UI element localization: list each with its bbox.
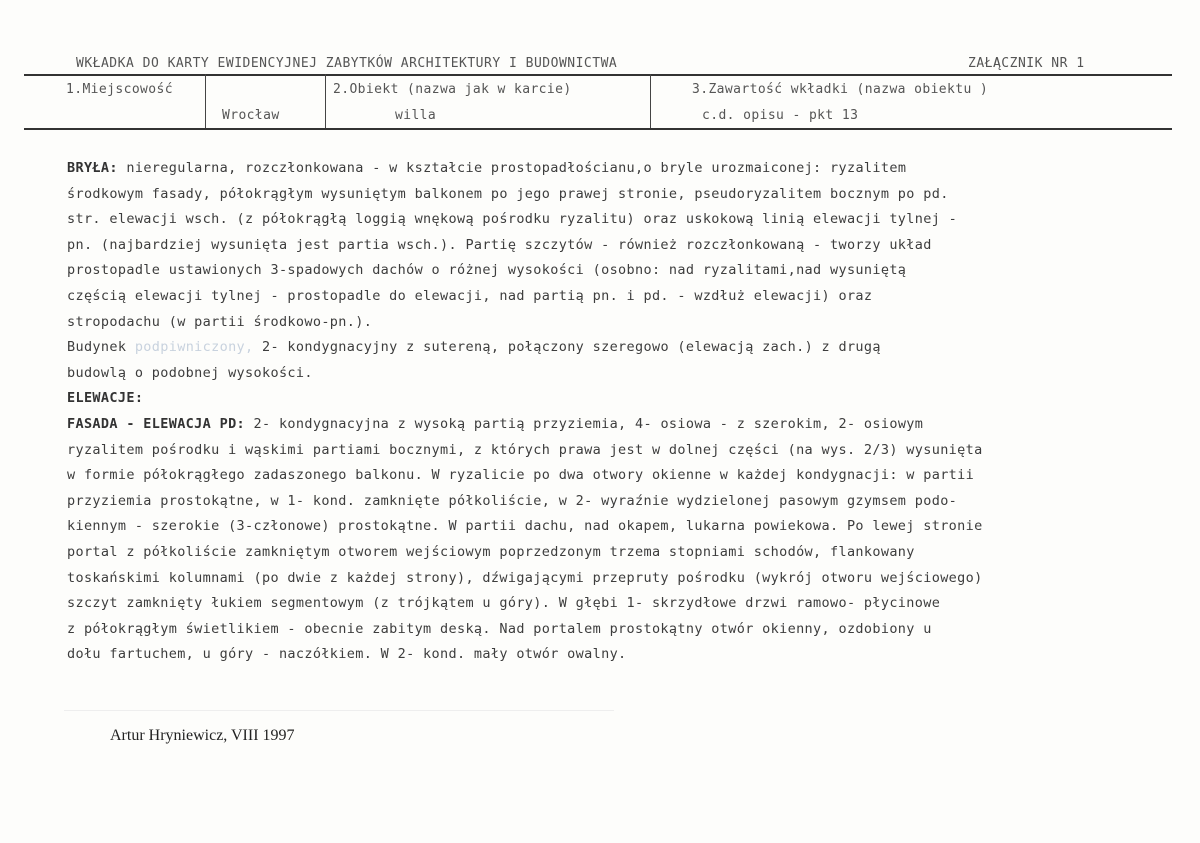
- header-rule-top: [24, 74, 1172, 76]
- text-line: w formie półokrągłego zadaszonego balkonu. W ryzalicie po dwa otwory okienne w każdej kondygnacji: w partii: [67, 467, 975, 484]
- locality-label: 1.Miejscowość: [66, 82, 173, 97]
- text-line: ryzalitem pośrodku i wąskimi partiami bocznymi, z których prawa jest w dolnej części (na wys. 2/3) wysunięta: [67, 441, 983, 458]
- contents-label: 3.Zawartość wkładki (nazwa obiektu ): [692, 82, 989, 97]
- text-span: 2- kondygnacyjna z wysoką partią przyziemia, 4- osiowa - z szerokim, 2- osiowym: [253, 415, 924, 432]
- text-span: Budynek: [67, 339, 127, 356]
- author-signature: Artur Hryniewicz, VIII 1997: [110, 727, 295, 744]
- text-line: stropodachu (w partii środkowo-pn.).: [67, 313, 373, 330]
- text-line: z półokrągłym świetlikiem - obecnie zabitym deską. Nad portalem prostokątny otwór okienny, ozdobiony u: [67, 620, 932, 637]
- header-rule-bottom: [24, 128, 1172, 130]
- field-divider: [325, 74, 326, 128]
- field-divider: [205, 74, 206, 128]
- object-label: 2.Obiekt (nazwa jak w karcie): [333, 82, 572, 97]
- text-line: portal z półkoliście zamkniętym otworem wejściowym poprzedzonym trzema stopniami schodów, flankowany: [67, 543, 915, 560]
- text-line: środkowym fasady, półokrągłym wysuniętym balkonem po jego prawej stronie, pseudoryzalitem bocznym po pd.: [67, 185, 949, 202]
- text-line: [67, 412, 1177, 438]
- object-value: willa: [395, 108, 437, 123]
- text-line: pn. (najbardziej wysunięta jest partia wsch.). Partię szczytów - również rozczłonkowaną - tworzy układ: [67, 236, 932, 253]
- text-line: toskańskimi kolumnami (po dwie z każdej strony), dźwigającymi przepruty pośrodku (wykrój otworu wejściowego): [67, 569, 983, 586]
- text-line: [67, 335, 1177, 361]
- contents-value: c.d. opisu - pkt 13: [702, 108, 859, 123]
- text-span: 2- kondygnacyjny z sutereną, połączony szeregowo (elewacją zach.) z drugą: [262, 339, 881, 356]
- text-line: prostopadle ustawionych 3-spadowych dachów o różnej wysokości (osobno: nad ryzalitami,nad wysuniętą: [67, 262, 907, 279]
- text-line: kiennym - szerokie (3-członowe) prostokątne. W partii dachu, nad okapem, lukarna powiekowa. Po lewej stronie: [67, 518, 983, 535]
- text-line: częścią elewacji tylnej - prostopadle do elewacji, nad partią pn. i pd. - wzdłuż elewacji) oraz: [67, 287, 873, 304]
- section-heading-bryla: BRYŁA:: [67, 160, 118, 176]
- text-line: [67, 156, 1177, 182]
- text-line: szczyt zamknięty łukiem segmentowym (z trójkątem u góry). W głębi 1- skrzydłowe drzwi ramowo- płycinowe: [67, 595, 941, 612]
- section-heading-fasada: FASADA - ELEWACJA PD:: [67, 415, 246, 432]
- card-title: WKŁADKA DO KARTY EWIDENCYJNEJ ZABYTKÓW ARCHITEKTURY I BUDOWNICTWA: [76, 56, 618, 71]
- signature-divider: [64, 710, 614, 711]
- text-line: przyziemia prostokątne, w 1- kond. zamknięte półkoliście, w 2- wyraźnie wydzielonej pasowym gzymsem podo-: [67, 492, 958, 509]
- annex-number: ZAŁĄCZNIK NR 1: [968, 56, 1085, 71]
- text-line: [67, 386, 1177, 412]
- text-line: budowlą o podobnej wysokości.: [67, 364, 313, 381]
- section-heading-elewacje: ELEWACJE:: [67, 390, 144, 407]
- text-line: dołu fartuchem, u góry - naczółkiem. W 2- kond. mały otwór owalny.: [67, 646, 627, 663]
- text-line: str. elewacji wsch. (z półokrągłą loggią wnękową pośrodku ryzalitu) oraz uskokową linią elewacji tylnej -: [67, 211, 958, 228]
- text-span: nieregularna, rozczłonkowana - w kształcie prostopadłościanu,o bryle urozmaiconej: ryzalitem: [126, 160, 907, 176]
- description-text: [67, 156, 1177, 668]
- locality-value: Wrocław: [222, 108, 280, 123]
- field-divider: [650, 74, 651, 128]
- faint-text: podpiwniczony,: [134, 339, 254, 356]
